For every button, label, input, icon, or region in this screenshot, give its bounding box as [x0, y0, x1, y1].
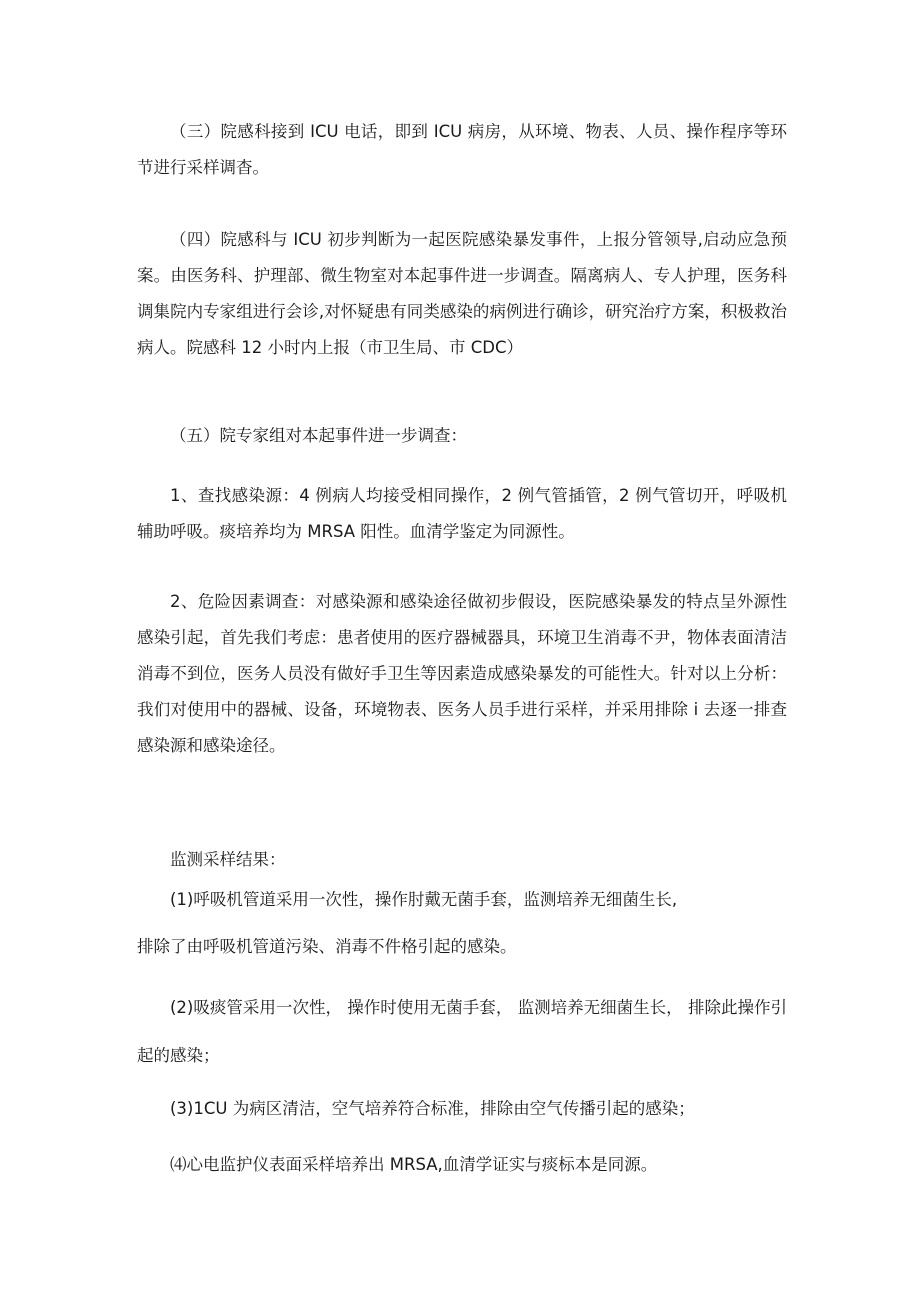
- paragraph-section-3: （三）院感科接到 ICU 电话，即到 ICU 病房，从环境、物表、人员、操作程序等环节进行采样调杳。: [137, 122, 787, 177]
- result-item-3: (3)1CU 为病区清洁，空气培养符合标准，排除由空气传播引起的感染；: [170, 1099, 695, 1118]
- paragraph-section-5: （五）院专家组对本起事件进一步调查：: [170, 426, 467, 445]
- paragraph-item-1: 1、查找感染源：4 例病人均接受相同操作，2 例气管插管，2 例气管切开，呼吸机辅助呼吸。痰培养均为 MRSA 阳性。血清学鉴定为同源性。: [137, 486, 787, 541]
- result-item-2: (2)吸痰管采用一次性， 操作时使用无菌手套， 监测培养无细菌生长， 排除此操作引起的感染；: [137, 998, 787, 1065]
- result-item-1-line-1: (1)呼吸机管道采用一次性，操作肘戴无菌手套，监测培养无细菌生长,: [170, 890, 678, 909]
- result-item-4: ⑷心电监护仪表面采样培养出 MRSA,血清学证实与痰标本是同源。: [170, 1155, 658, 1174]
- paragraph-section-4: （四）院感科与 ICU 初步判断为一起医院感染暴发事件，上报分管领导,启动应急预案。由医务科、护理部、微生物室对本起事件进一步调查。隔离病人、专人护理，医务科调集院内专家组进行会诊,对怀疑患有同类感染的病例进行确诊，研究治疗方案，积极救治病人。院感科 12 小时内上报（市卫生局、市 CDC）: [137, 230, 787, 357]
- result-item-1-line-2: 排除了由呼吸机管道污染、消毒不件格引起的感染。: [137, 937, 517, 956]
- paragraph-item-2: 2、危险因素调查：对感染源和感染途径做初步假设，医院感染暴发的特点呈外源性感染引起，首先我们考虑：患者使用的医疗器械器具，环境卫生消毒不尹，物体表面清洁消毒不到位，医务人员没有做好手卫生等因素造成感染暴发的可能性大。针对以上分析：我们对使用中的器械、设备，环境物表、医务人员手进行采样，并采用排除 i 去逐一排查感染源和感染途径。: [137, 592, 787, 755]
- results-heading: 监测采样结果：: [170, 850, 286, 869]
